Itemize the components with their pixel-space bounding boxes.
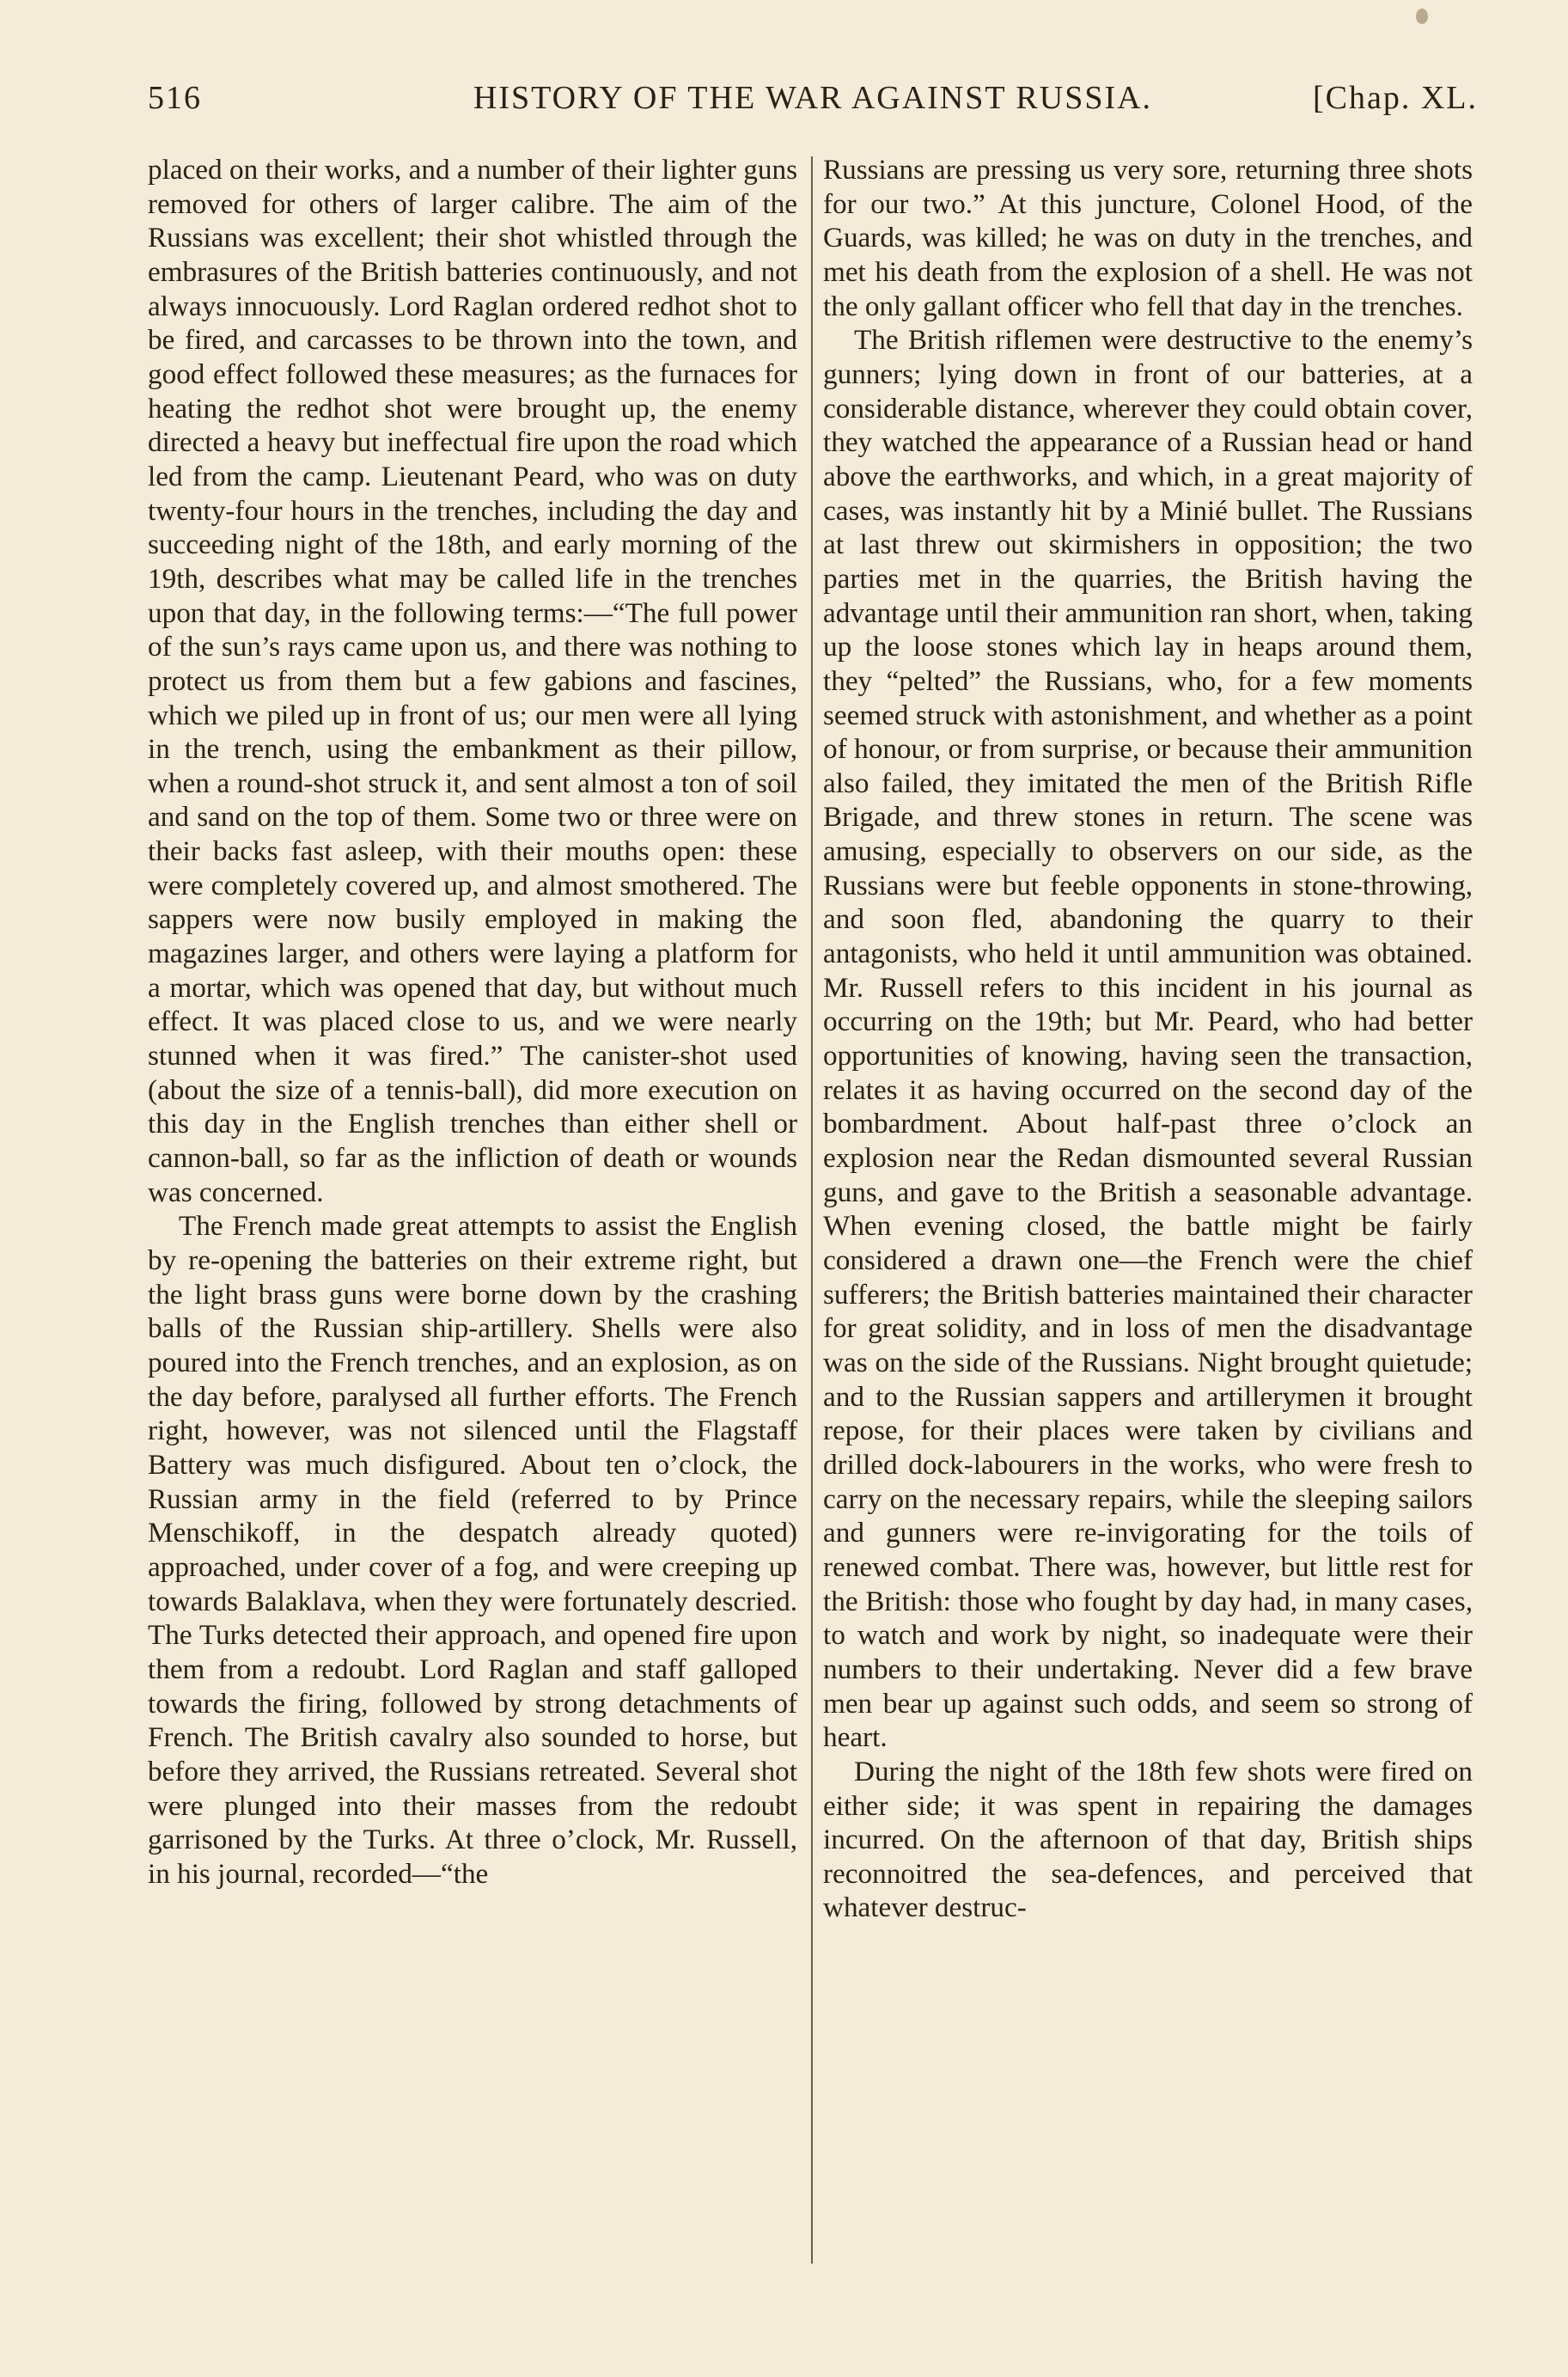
left-column [148, 153, 797, 1891]
paper-speck [1416, 9, 1428, 24]
paragraph: The British riflemen were destructive to the enemy’s gunners; lying down in front of our batteries, at a considerable distance, wherever they could obtain cover, they watched the appearance of a Russian head or hand above the earthworks, and which, in a great majority of cases, was instantly hit by a Minié bullet. The Russians at last threw out skirmishers in opposition; the two parties met in the quarries, the British having the advantage until their ammunition ran short, when, taking up the loose stones which lay in heaps around them, they “pelted” the Russians, who, for a few moments seemed struck with astonishment, and whether as a point of honour, or from surprise, or because their ammunition also failed, they imitated the men of the British Rifle Brigade, and threw stones in return. The scene was amusing, especially to observers on our side, as the Russians were but feeble opponents in stone-throwing, and soon fled, abandoning the quarry to their antagonists, who held it until ammunition was obtained. Mr. Russell refers to this incident in his journal as occurring on the 19th; but Mr. Peard, who had better opportunities of knowing, having seen the transaction, relates it as having occurred on the second day of the bombardment. About half-past three o’clock an explosion near the Redan dismounted several Russian guns, and gave to the British a seasonable advantage. When evening closed, the battle might be fairly considered a drawn one—the French were the chief sufferers; the British batteries maintained their character for great solidity, and in loss of men the disadvantage was on the side of the Russians. Night brought quietude; and to the Russian sappers and artillerymen it brought repose, for their places were taken by civilians and drilled dock-labourers in the works, who were fresh to carry on the necessary repairs, while the sleeping sailors and gunners were re-invigorating for the toils of renewed combat. There was, however, but little rest for the British: those who fought by day had, in many cases, to watch and work by night, so inadequate were their numbers to their undertaking. Never did a few brave men bear up against such odds, and seem so strong of heart. [823, 324, 1473, 1754]
column-divider [811, 156, 813, 2264]
paragraph: Russians are pressing us very sore, returning three shots for our two.” At this juncture, Colonel Hood, of the Guards, was killed; he was on duty in the trenches, and met his death from the explosion of a shell. He was not the only gallant officer who fell that day in the trenches. [823, 154, 1473, 322]
page-number: 516 [148, 80, 202, 116]
right-column [823, 153, 1473, 1925]
running-header [148, 79, 1478, 131]
chapter-label: [Chap. XL. [1312, 80, 1478, 116]
paragraph: During the night of the 18th few shots were fired on either side; it was spent in repairing the damages incurred. On the afternoon of that day, British ships reconnoitred the sea-defences, and perceived that whatever destruc- [823, 1755, 1473, 1924]
paragraph: placed on their works, and a number of their lighter guns removed for others of larger calibre. The aim of the Russians was excellent; their shot whistled through the embrasures of the British batteries continuously, and not always innocuously. Lord Raglan ordered redhot shot to be fired, and carcasses to be thrown into the town, and good effect followed these measures; as the furnaces for heating the redhot shot were brought up, the enemy directed a heavy but ineffectual fire upon the road which led from the camp. Lieutenant Peard, who was on duty twenty-four hours in the trenches, including the day and succeeding night of the 18th, and early morning of the 19th, describes what may be called life in the trenches upon that day, in the following terms:—“The full power of the sun’s rays came upon us, and there was nothing to protect us from them but a few gabions and fascines, which we piled up in front of us; our men were all lying in the trench, using the embankment as their pillow, when a round-shot struck it, and sent almost a ton of soil and sand on the top of them. Some two or three were on their backs fast asleep, with their mouths open: these were completely covered up, and almost smothered. The sappers were now busily employed in making the magazines larger, and others were laying a platform for a mortar, which was opened that day, but without much effect. It was placed close to us, and we were nearly stunned when it was fired.” The canister-shot used (about the size of a tennis-ball), did more execution on this day in the English trenches than either shell or cannon-ball, so far as the infliction of death or wounds was concerned. [148, 154, 797, 1208]
paragraph: The French made great attempts to assist the English by re-opening the batteries on their extreme right, but the light brass guns were borne down by the crashing balls of the Russian ship-artillery. Shells were also poured into the French trenches, and an explosion, as on the day before, paralysed all further efforts. The French right, however, was not silenced until the Flagstaff Battery was much disfigured. About ten o’clock, the Russian army in the field (referred to by Prince Menschikoff, in the despatch already quoted) approached, under cover of a fog, and were creeping up towards Balaklava, when they were fortunately descried. The Turks detected their approach, and opened fire upon them from a redoubt. Lord Raglan and staff galloped towards the firing, followed by strong detachments of French. The British cavalry also sounded to horse, but before they arrived, the Russians retreated. Several shot were plunged into their masses from the redoubt garrisoned by the Turks. At three o’clock, Mr. Russell, in his journal, recorded—“the [148, 1210, 797, 1890]
running-title: HISTORY OF THE WAR AGAINST RUSSIA. [473, 80, 1153, 116]
